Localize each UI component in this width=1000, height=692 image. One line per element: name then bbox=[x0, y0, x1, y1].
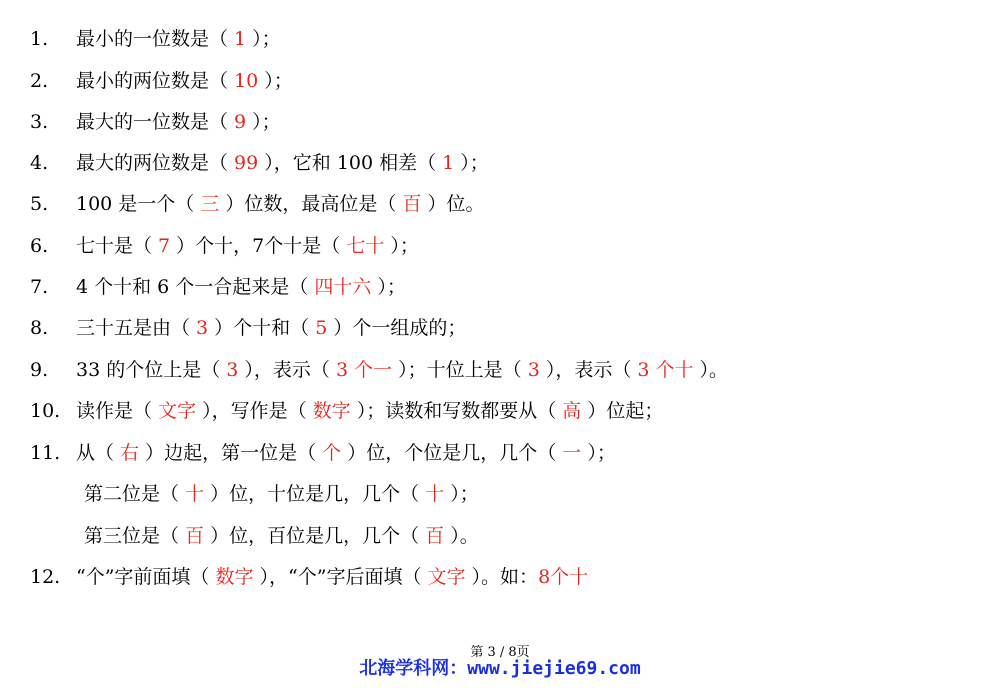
item-number: 9. bbox=[30, 359, 49, 381]
question-text: 100 是一个（ bbox=[76, 193, 201, 215]
page-number: 第 3 / 8页 bbox=[470, 645, 530, 660]
list-item bbox=[30, 107, 281, 137]
question-text: ）；读数和写数都要从（ bbox=[350, 400, 563, 422]
item-number: 1. bbox=[30, 28, 49, 50]
answer-text: 高 bbox=[562, 400, 582, 422]
question-text: ）。 bbox=[693, 359, 729, 381]
answer-text: 右 bbox=[120, 442, 140, 464]
question-text: 4 个十和 6 个一合起来是（ bbox=[76, 276, 315, 298]
answer-text: 百 bbox=[185, 525, 205, 547]
question-text: ）； bbox=[258, 70, 293, 92]
question-text: ）。如： bbox=[465, 566, 539, 588]
list-item bbox=[30, 24, 281, 54]
answer-text: 1 bbox=[234, 28, 247, 50]
question-text: ）； bbox=[444, 483, 479, 505]
question-text: ）位起； bbox=[581, 400, 664, 422]
answer-text: 数字 bbox=[215, 566, 254, 588]
question-text: 最大的两位数是（ bbox=[76, 152, 235, 174]
item-number: 3. bbox=[30, 111, 49, 133]
answer-text: 3 个一 bbox=[335, 359, 393, 381]
question-text: ）位数，最高位是（ bbox=[219, 193, 403, 215]
answer-text: 百 bbox=[425, 525, 445, 547]
list-item bbox=[30, 272, 406, 302]
question-text: 读作是（ bbox=[76, 400, 159, 422]
question-text: ）位，个位是几，几个（ bbox=[341, 442, 563, 464]
question-text: ），“个”字后面填（ bbox=[253, 566, 428, 588]
question-text: ）个十，7个十是（ bbox=[170, 235, 347, 257]
item-number: 8. bbox=[30, 317, 49, 339]
question-text: ）； bbox=[246, 111, 281, 133]
question-text: ）； bbox=[371, 276, 406, 298]
answer-text: 1 bbox=[442, 152, 455, 174]
answer-text: 7 bbox=[158, 235, 171, 257]
list-item bbox=[30, 438, 616, 468]
item-number: 10. bbox=[30, 400, 61, 422]
list-item bbox=[30, 562, 588, 592]
question-text: ）； bbox=[246, 28, 281, 50]
question-text: 第三位是（ bbox=[84, 525, 186, 547]
answer-text: 个 bbox=[322, 442, 342, 464]
question-text: ），表示（ bbox=[238, 359, 336, 381]
question-text: ），它和 100 相差（ bbox=[258, 152, 443, 174]
answer-text: 99 bbox=[234, 152, 259, 174]
question-text: 七十是（ bbox=[76, 235, 159, 257]
question-text: ）； bbox=[454, 152, 489, 174]
question-text: ）位，百位是几，几个（ bbox=[204, 525, 426, 547]
answer-text: 10 bbox=[234, 70, 259, 92]
item-number: 2. bbox=[30, 70, 49, 92]
answer-text: 9 bbox=[234, 111, 247, 133]
question-text: 第二位是（ bbox=[84, 483, 186, 505]
question-text: “个”字前面填（ bbox=[76, 566, 216, 588]
question-text: 33 的个位上是（ bbox=[76, 359, 227, 381]
item-number: 4. bbox=[30, 152, 49, 174]
list-item bbox=[30, 396, 663, 426]
site-watermark: 北海学科网：www.jiejie69.com bbox=[359, 658, 641, 679]
question-text: ），写作是（ bbox=[196, 400, 313, 422]
question-text: 三十五是由（ bbox=[76, 317, 197, 339]
answer-text: 文字 bbox=[427, 566, 466, 588]
question-text: 最小的一位数是（ bbox=[76, 28, 235, 50]
answer-text: 七十 bbox=[346, 235, 385, 257]
question-text: 最大的一位数是（ bbox=[76, 111, 235, 133]
answer-text: 一 bbox=[562, 442, 582, 464]
question-text: ）位，十位是几，几个（ bbox=[204, 483, 426, 505]
question-text: ）；十位上是（ bbox=[392, 359, 528, 381]
list-item bbox=[30, 66, 293, 96]
list-item bbox=[30, 231, 419, 261]
item-number: 7. bbox=[30, 276, 49, 298]
question-text: ）； bbox=[384, 235, 419, 257]
list-item bbox=[30, 189, 485, 219]
answer-text: 十 bbox=[425, 483, 445, 505]
answer-text: 3 个十 bbox=[637, 359, 694, 381]
question-text: ）。 bbox=[444, 525, 479, 547]
answer-text: 三 bbox=[200, 193, 220, 215]
question-text: 最小的两位数是（ bbox=[76, 70, 235, 92]
item-number: 11. bbox=[30, 442, 61, 464]
question-text: ）位。 bbox=[421, 193, 485, 215]
list-item bbox=[30, 148, 489, 178]
list-item bbox=[84, 521, 479, 551]
list-item bbox=[30, 313, 466, 343]
answer-text: 8个十 bbox=[538, 566, 589, 588]
answer-text: 数字 bbox=[312, 400, 351, 422]
question-text: ），表示（ bbox=[539, 359, 638, 381]
question-text: ）个十和（ bbox=[208, 317, 316, 339]
question-text: ）个一组成的； bbox=[327, 317, 467, 339]
item-number: 5. bbox=[30, 193, 49, 215]
answer-text: 百 bbox=[402, 193, 422, 215]
question-text: ）边起，第一位是（ bbox=[139, 442, 323, 464]
answer-text: 3 bbox=[527, 359, 540, 381]
answer-text: 十 bbox=[185, 483, 205, 505]
answer-text: 四十六 bbox=[314, 276, 372, 298]
list-item bbox=[30, 355, 728, 385]
answer-text: 文字 bbox=[158, 400, 197, 422]
list-item bbox=[84, 479, 479, 509]
item-number: 12. bbox=[30, 566, 61, 588]
answer-text: 3 bbox=[196, 317, 209, 339]
item-number: 6. bbox=[30, 235, 49, 257]
answer-text: 3 bbox=[226, 359, 239, 381]
question-text: 从（ bbox=[76, 442, 121, 464]
question-text: ）； bbox=[581, 442, 616, 464]
answer-text: 5 bbox=[315, 317, 328, 339]
